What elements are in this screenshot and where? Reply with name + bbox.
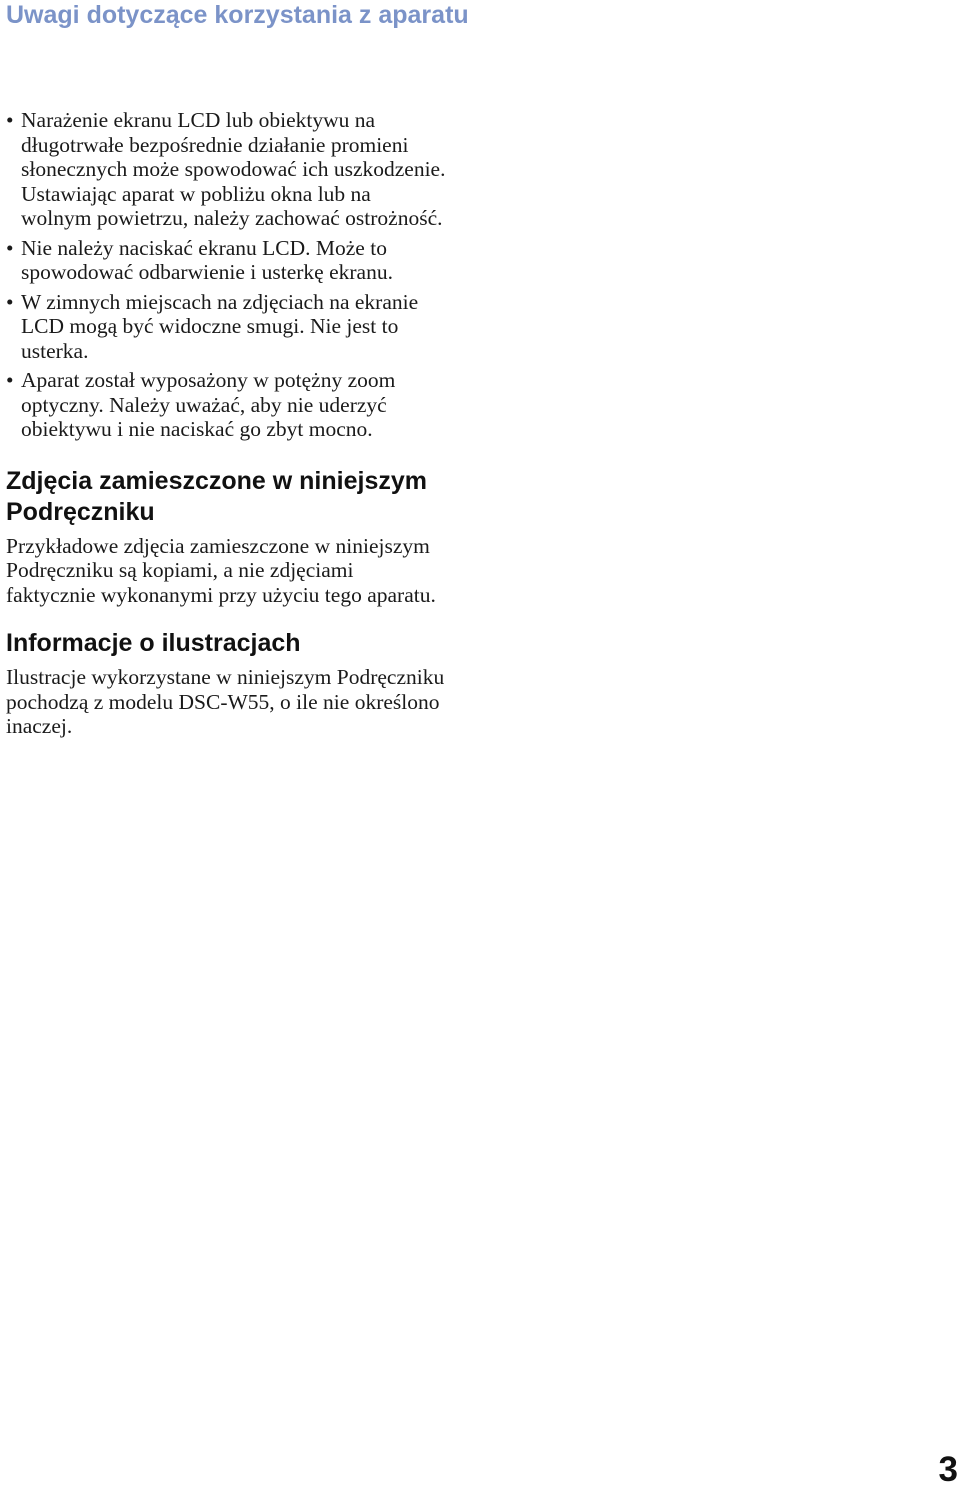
section-heading-photos: Zdjęcia zamieszczone w niniejszym Podręczniku bbox=[6, 466, 427, 526]
note-item-cold-streaks: • W zimnych miejscach na zdjęciach na ekranie LCD mogą być widoczne smugi. Nie jest to usterka. bbox=[6, 290, 446, 364]
note-item-lcd-press: • Nie należy naciskać ekranu LCD. Może to spowodować odbarwienie i usterkę ekranu. bbox=[6, 236, 446, 285]
section-body-photos: Przykładowe zdjęcia zamieszczone w niniejszym Podręczniku są kopiami, a nie zdjęciami faktycznie wykonanymi przy użyciu tego aparatu. bbox=[6, 533, 436, 607]
page-title: Uwagi dotyczące korzystania z aparatu bbox=[6, 1, 469, 29]
notes-list bbox=[6, 108, 446, 442]
section-heading-illustrations: Informacje o ilustracjach bbox=[6, 629, 301, 657]
main-content bbox=[6, 108, 446, 739]
note-item-optical-zoom: • Aparat został wyposażony w potężny zoom optyczny. Należy uważać, aby nie uderzyć obiektywu i nie naciskać go zbyt mocno. bbox=[6, 368, 446, 442]
note-item-lcd-sunlight: • Narażenie ekranu LCD lub obiektywu na długotrwałe bezpośrednie działanie promieni słonecznych może spowodować ich uszkodzenie. Ustawiając aparat w pobliżu okna lub na wolnym powietrzu, należy zachować ostrożność. bbox=[6, 108, 446, 231]
section-body-illustrations: Ilustracje wykorzystane w niniejszym Podręczniku pochodzą z modelu DSC-W55, o ile nie określono inaczej. bbox=[6, 665, 445, 738]
page-number: 3 bbox=[938, 1450, 958, 1489]
